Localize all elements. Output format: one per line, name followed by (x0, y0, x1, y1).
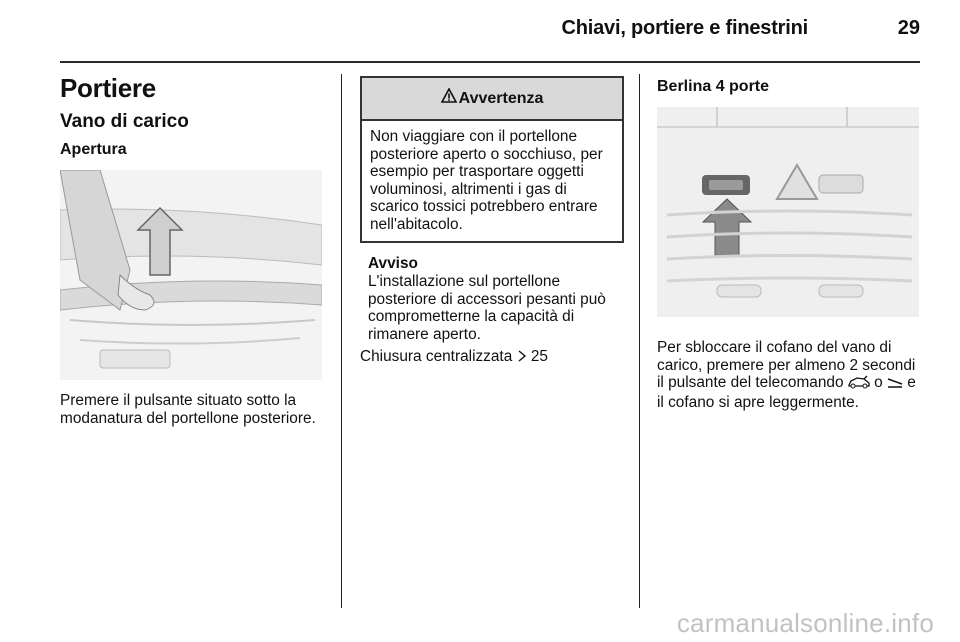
column-2 (360, 72, 624, 367)
trunk-open-icon (887, 375, 903, 394)
cross-reference-page[interactable]: 25 (530, 348, 548, 365)
page-header-title: Chiavi, portiere e finestrini (561, 17, 808, 39)
unlock-text-3: e il cofano si apre leggermente. (657, 374, 916, 411)
warning-text: Non viaggiare con il portellone posteriore aperto o socchiuso, per esempio per trasportare oggetti voluminosi, altrimenti i gas di scarico tossici potrebbero entrare nell'abitacolo. (370, 128, 603, 233)
subsubsection-title: Apertura (60, 141, 127, 158)
unlock-text-2: o (874, 374, 883, 391)
warning-box (360, 76, 624, 243)
page-reference-icon (517, 349, 527, 367)
column-3 (657, 72, 921, 411)
warning-body (362, 121, 622, 241)
watermark: carmanualsonline.info (676, 608, 934, 638)
column-1 (60, 72, 328, 427)
berlina-heading: Berlina 4 porte (657, 78, 770, 95)
car-trunk-icon (848, 375, 870, 394)
column-divider-1 (341, 74, 342, 608)
subsection-title: Vano di carico (60, 111, 189, 132)
unlock-paragraph (657, 339, 921, 411)
dashboard-button-illustration (657, 107, 919, 317)
warning-header (362, 78, 622, 121)
notice-text: L'installazione sul portellone posteriore di accessori pesanti può comprometterne la capacità di rimanere aperto. (368, 273, 606, 343)
cross-reference-text: Chiusura centralizzata (360, 348, 513, 365)
notice-title: Avviso (368, 255, 418, 272)
header-rule (60, 61, 920, 63)
warning-title: Avvertenza (458, 89, 544, 107)
warning-triangle-icon (441, 88, 457, 109)
cross-reference (360, 348, 624, 367)
page-number: 29 (897, 17, 920, 39)
unlock-text-1: Per sbloccare il cofano del vano di carico, premere per almeno 2 secondi il pulsante del telecomando (657, 339, 916, 391)
column-divider-2 (639, 74, 640, 608)
caption-paragraph: Premere il pulsante situato sotto la modanatura del portellone posteriore. (60, 392, 316, 427)
section-title: Portiere (60, 73, 156, 103)
tailgate-illustration (60, 170, 322, 380)
notice-block (360, 255, 624, 343)
